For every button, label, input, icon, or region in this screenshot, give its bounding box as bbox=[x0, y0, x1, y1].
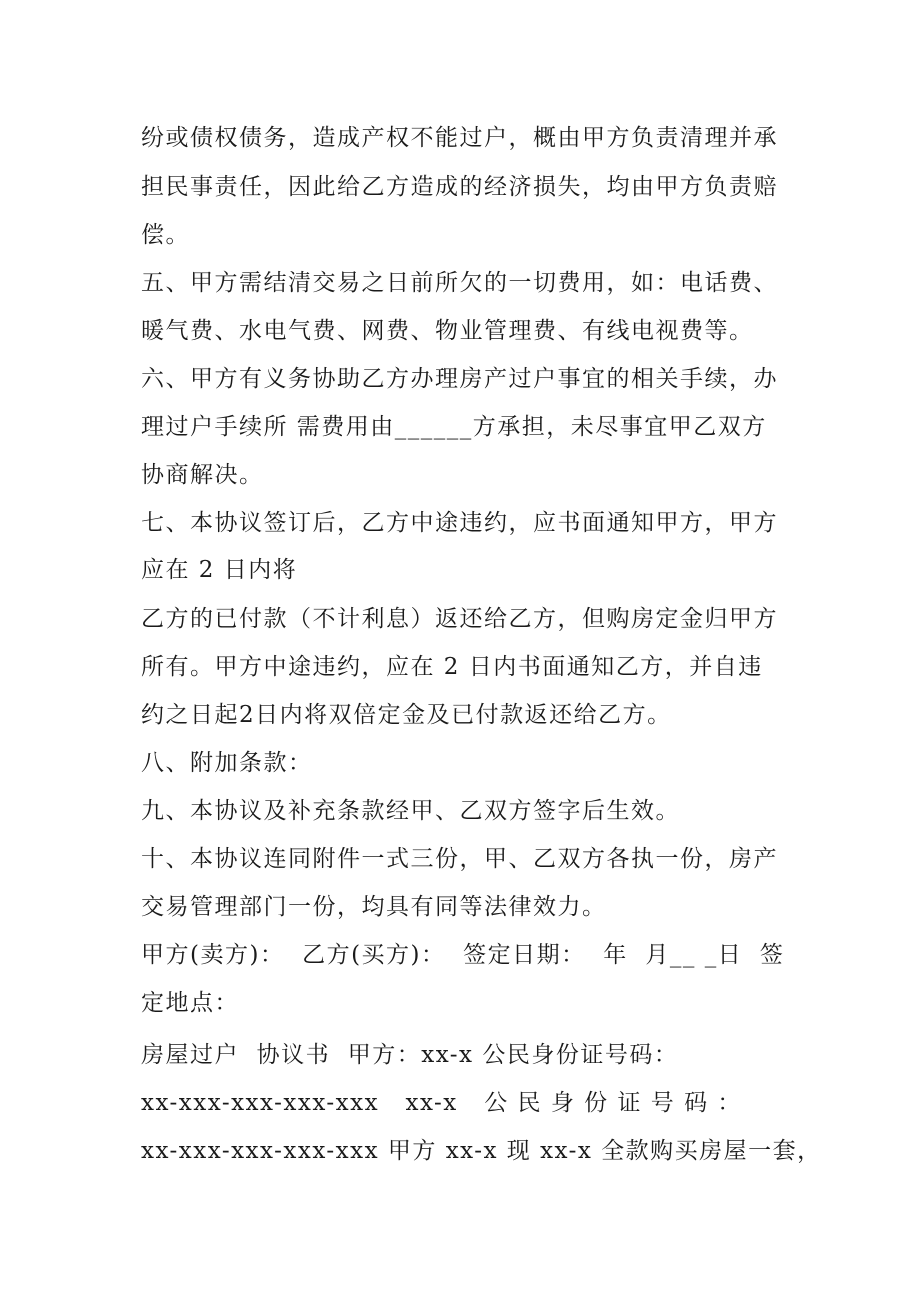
text-line: 五、甲方需结清交易之日前所欠的一切费用，如：电话费、 bbox=[141, 270, 778, 296]
text-line: 七、本协议签订后，乙方中途违约，应书面通知甲方，甲方 bbox=[141, 510, 778, 536]
text-line: xx-xxx-xxx-xxx-xxx 甲方 xx-x 现 xx-x 全款购买房屋一套， bbox=[141, 1138, 822, 1164]
text-line: 约之日起2日内将双倍定金及已付款返还给乙方。 bbox=[141, 702, 672, 728]
text-line: 担民事责任，因此给乙方造成的经济损失，均由甲方负责赔 bbox=[141, 174, 778, 200]
text-line: 甲方(卖方)： 乙方(买方)： 签定日期： 年 月__ _日 签 bbox=[141, 942, 785, 968]
text-line: 所有。甲方中途违约，应在 2 日内书面通知乙方，并自违 bbox=[141, 654, 763, 680]
text-line: 六、甲方有义务协助乙方办理房产过户事宜的相关手续，办 bbox=[141, 366, 778, 392]
text-line: 九、本协议及补充条款经甲、乙双方签字后生效。 bbox=[141, 798, 680, 824]
text-line: 乙方的已付款（不计利息）返还给乙方，但购房定金归甲方 bbox=[141, 606, 778, 632]
text-line: 暖气费、水电气费、网费、物业管理费、有线电视费等。 bbox=[141, 318, 754, 344]
text-line: 房屋过户 协议书 甲方：xx-x 公民身份证号码： bbox=[141, 1042, 679, 1068]
text-line: 交易管理部门一份，均具有同等法律效力。 bbox=[141, 894, 607, 920]
text-line: 偿。 bbox=[141, 222, 190, 248]
text-line: 理过户手续所 需费用由______方承担，未尽事宜甲乙双方 bbox=[141, 414, 767, 440]
text-line: xx-xxx-xxx-xxx-xxx xx-x 公 民 身 份 证 号 码 ： bbox=[141, 1090, 742, 1116]
text-line: 应在 2 日内将 bbox=[141, 557, 298, 583]
text-line: 定地点： bbox=[141, 990, 239, 1016]
text-line: 协商解决。 bbox=[141, 462, 264, 488]
text-line: 纷或债权债务，造成产权不能过户，概由甲方负责清理并承 bbox=[141, 125, 778, 151]
text-line: 八、附加条款： bbox=[141, 750, 313, 776]
text-line: 十、本协议连同附件一式三份，甲、乙双方各执一份，房产 bbox=[141, 846, 778, 872]
